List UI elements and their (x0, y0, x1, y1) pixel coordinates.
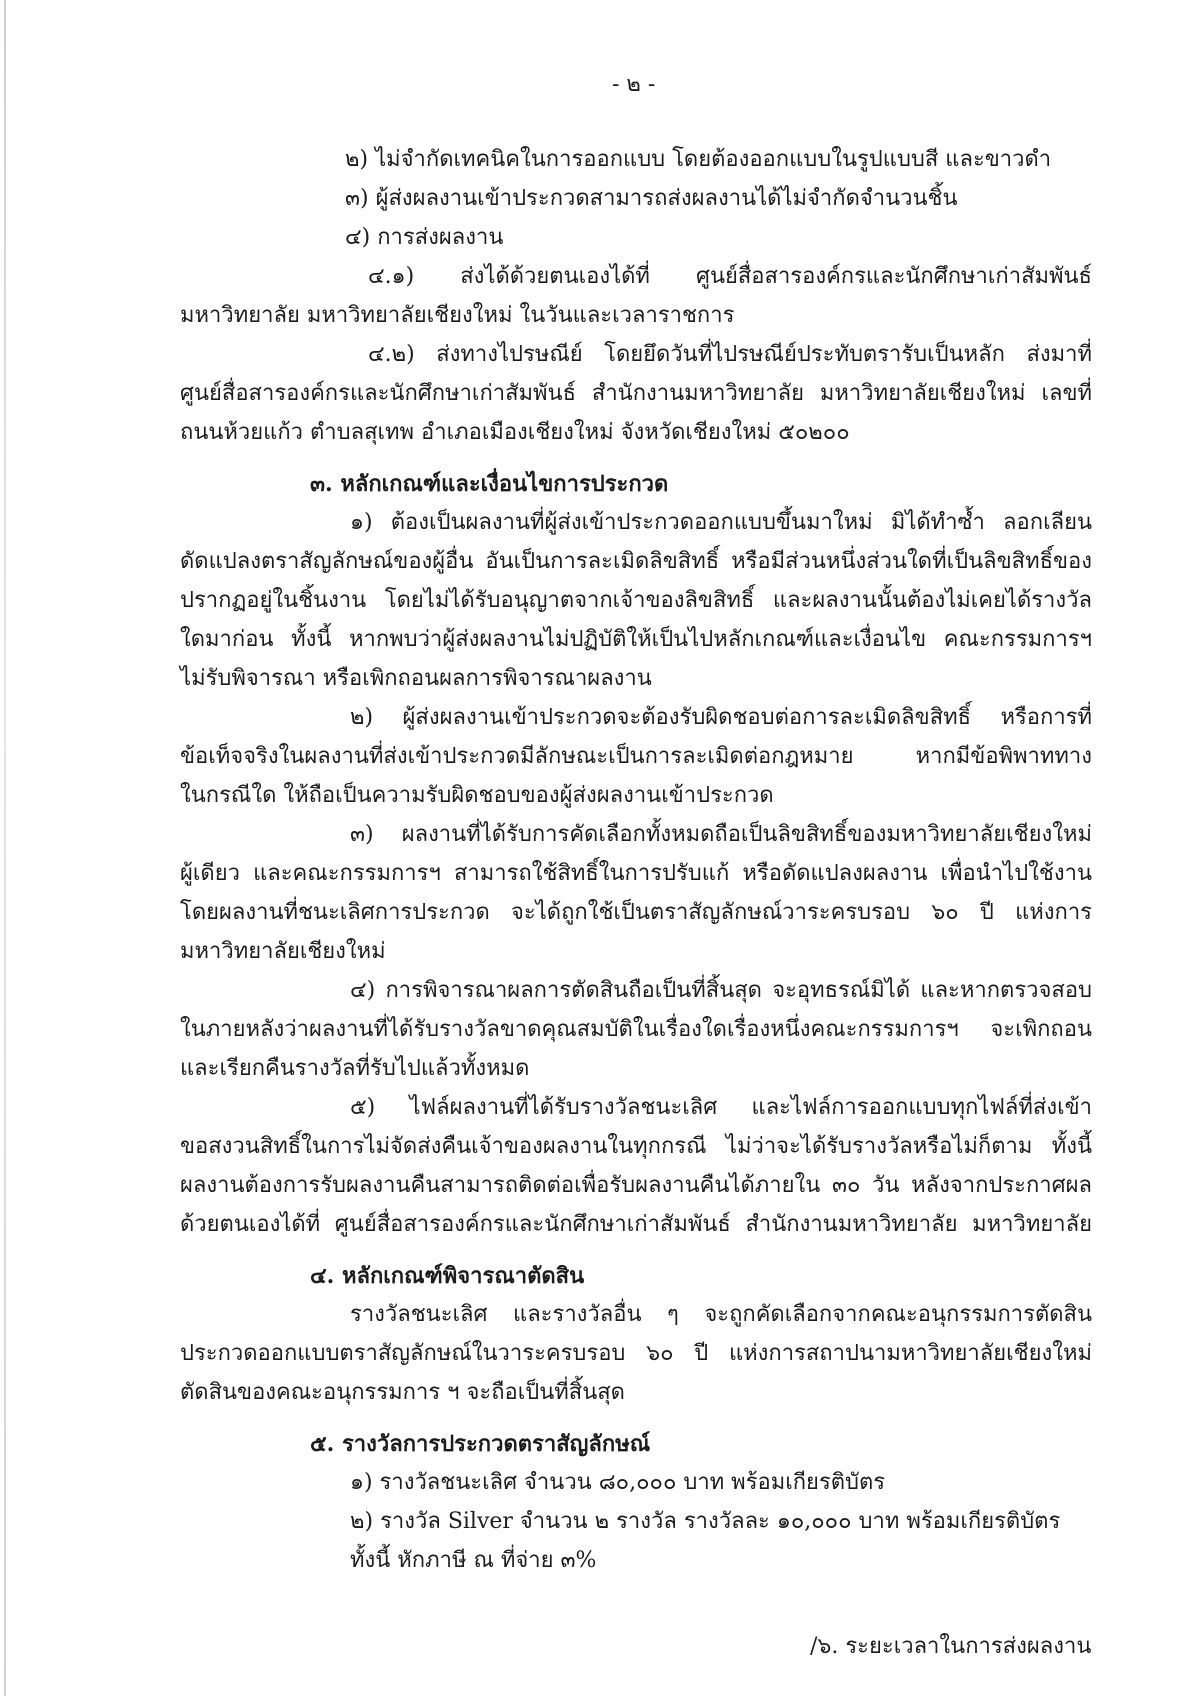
rule-3-line2: ผู้เดียว และคณะกรรมการฯ สามารถใช้สิทธิ์ในการปรับแก้ หรือดัดแปลงผลงาน เพื่อนำไปใช้งาน (180, 861, 1092, 886)
judging-line2: ประกวดออกแบบตราสัญลักษณ์ในวาระครบรอบ ๖๐ ปี แห่งการสถาปนามหาวิทยาลัยเชียงใหม่ (180, 1341, 1092, 1366)
rule-5-line1: ๕) ไฟล์ผลงานที่ได้รับรางวัลชนะเลิศ และไฟล์การออกแบบทุกไฟล์ที่ส่งเข้า (350, 1095, 1092, 1120)
rule-1-line4: ใดมาก่อน ทั้งนี้ หากพบว่าผู้ส่งผลงานไม่ปฏิบัติให้เป็นไปหลักเกณฑ์และเงื่อนไข คณะกรรมการฯ (180, 627, 1092, 652)
judging-line1: รางวัลชนะเลิศ และรางวัลอื่น ๆ จะถูกคัดเลือกจากคณะอนุกรรมการตัดสิน (350, 1302, 1092, 1327)
prize-2: ๒) รางวัล Silver จำนวน ๒ รางวัล รางวัลละ ๑๐,๐๐๐ บาท พร้อมเกียรติบัตร (350, 1509, 1061, 1534)
tax-note: ทั้งนี้ หักภาษี ณ ที่จ่าย ๓% (350, 1548, 597, 1573)
submission-4-1-line2: มหาวิทยาลัย มหาวิทยาลัยเชียงใหม่ ในวันและเวลาราชการ (180, 303, 735, 328)
rule-4-line1: ๔) การพิจารณาผลการตัดสินถือเป็นที่สิ้นสุด จะอุทธรณ์มิได้ และหากตรวจสอบ (350, 978, 1092, 1003)
item-2-2: ๒) ไม่จำกัดเทคนิคในการออกแบบ โดยต้องออกแบบในรูปแบบสี และขาวดำ (345, 147, 1052, 172)
submission-4-2-line1: ๔.๒) ส่งทางไปรษณีย์ โดยยึดวันที่ไปรษณีย์ประทับตรารับเป็นหลัก ส่งมาที่ (368, 342, 1092, 367)
submission-4-2-line3: ถนนห้วยแก้ว ตำบลสุเทพ อำเภอเมืองเชียงใหม่ จังหวัดเชียงใหม่ ๕๐๒๐๐ (180, 420, 850, 445)
section-3-heading: ๓. หลักเกณฑ์และเงื่อนไขการประกวด (310, 471, 669, 497)
rule-5-line2: ขอสงวนสิทธิ์ในการไม่จัดส่งคืนเจ้าของผลงานในทุกกรณี ไม่ว่าจะได้รับรางวัลหรือไม่ก็ตาม ทั้งนี้ (180, 1134, 1092, 1159)
rule-3-line4: มหาวิทยาลัยเชียงใหม่ (180, 939, 386, 964)
rule-1-line3: ปรากฏอยู่ในชิ้นงาน โดยไม่ได้รับอนุญาตจากเจ้าของลิขสิทธิ์ และผลงานนั้นต้องไม่เคยได้รางวัล (180, 588, 1092, 613)
rule-2-line3: ในกรณีใด ให้ถือเป็นความรับผิดชอบของผู้ส่งผลงานเข้าประกวด (180, 783, 774, 808)
rule-4-line3: และเรียกคืนรางวัลที่รับไปแล้วทั้งหมด (180, 1056, 530, 1081)
page-number: - ๒ - (612, 72, 656, 97)
submission-4-2-line2: ศูนย์สื่อสารองค์กรและนักศึกษาเก่าสัมพันธ์ สำนักงานมหาวิทยาลัย มหาวิทยาลัยเชียงใหม่ เลขที่ (180, 381, 1092, 406)
rule-3-line1: ๓) ผลงานที่ได้รับการคัดเลือกทั้งหมดถือเป็นลิขสิทธิ์ของมหาวิทยาลัยเชียงใหม่ (350, 822, 1092, 847)
prize-1: ๑) รางวัลชนะเลิศ จำนวน ๘๐,๐๐๐ บาท พร้อมเกียรติบัตร (350, 1470, 886, 1495)
rule-1-line2: ดัดแปลงตราสัญลักษณ์ของผู้อื่น อันเป็นการละเมิดลิขสิทธิ์ หรือมีส่วนหนึ่งส่วนใดที่เป็นลิขสิทธิ์ของ (180, 549, 1092, 574)
continuation-note: /๖. ระยะเวลาในการส่งผลงาน (810, 1634, 1092, 1659)
section-4-heading: ๔. หลักเกณฑ์พิจารณาตัดสิน (310, 1263, 585, 1289)
rule-4-line2: ในภายหลังว่าผลงานที่ได้รับรางวัลขาดคุณสมบัติในเรื่องใดเรื่องหนึ่งคณะกรรมการฯ จะเพิกถอน (180, 1017, 1092, 1042)
item-2-4: ๔) การส่งผลงาน (345, 225, 504, 250)
rule-1-line1: ๑) ต้องเป็นผลงานที่ผู้ส่งเข้าประกวดออกแบบขึ้นมาใหม่ มิได้ทำซ้ำ ลอกเลียน (350, 510, 1092, 535)
rule-2-line1: ๒) ผู้ส่งผลงานเข้าประกวดจะต้องรับผิดชอบต่อการละเมิดลิขสิทธิ์ หรือการที่ (350, 705, 1092, 730)
submission-4-1-line1: ๔.๑) ส่งได้ด้วยตนเองได้ที่ ศูนย์สื่อสารองค์กรและนักศึกษาเก่าสัมพันธ์ (368, 264, 1092, 289)
rule-5-line3: ผลงานต้องการรับผลงานคืนสามารถติดต่อเพื่อรับผลงานคืนได้ภายใน ๓๐ วัน หลังจากประกาศผล (180, 1173, 1092, 1198)
rule-2-line2: ข้อเท็จจริงในผลงานที่ส่งเข้าประกวดมีลักษณะเป็นการละเมิดต่อกฎหมาย หากมีข้อพิพาททาง (180, 744, 1092, 769)
section-5-heading: ๕. รางวัลการประกวดตราสัญลักษณ์ (310, 1431, 651, 1457)
rule-5-line4: ด้วยตนเองได้ที่ ศูนย์สื่อสารองค์กรและนักศึกษาเก่าสัมพันธ์ สำนักงานมหาวิทยาลัย มหาวิทยาลัย (180, 1212, 1092, 1237)
rule-1-line5: ไม่รับพิจารณา หรือเพิกถอนผลการพิจารณาผลงาน (180, 666, 652, 691)
judging-line3: ตัดสินของคณะอนุกรรมการ ฯ จะถือเป็นที่สิ้นสุด (180, 1380, 625, 1405)
rule-3-line3: โดยผลงานที่ชนะเลิศการประกวด จะได้ถูกใช้เป็นตราสัญลักษณ์วาระครบรอบ ๖๐ ปี แห่งการ (180, 900, 1092, 925)
item-2-3: ๓) ผู้ส่งผลงานเข้าประกวดสามารถส่งผลงานได้ไม่จำกัดจำนวนชิ้น (345, 186, 958, 211)
